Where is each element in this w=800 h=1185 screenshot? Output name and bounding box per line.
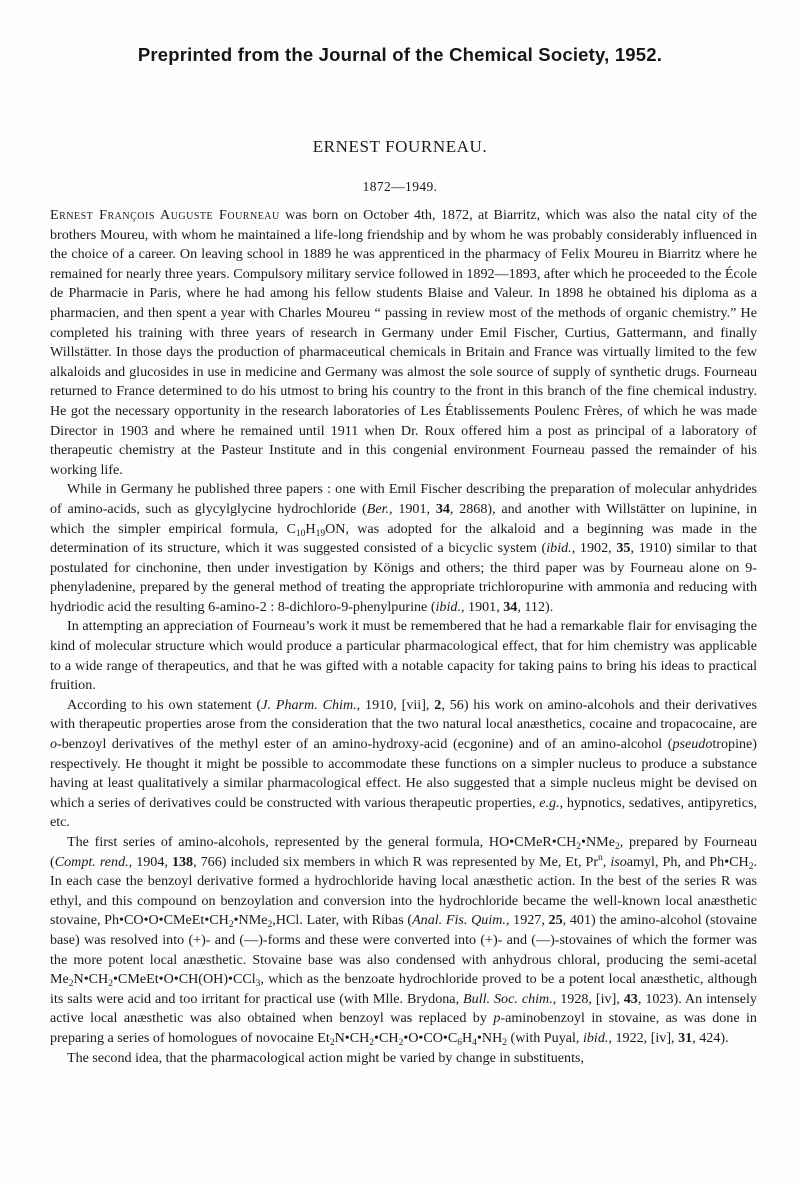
subscript: 2 [108, 979, 113, 990]
paragraph-4 [50, 696, 757, 833]
subscript: 2 [267, 920, 273, 931]
text-run: , [602, 853, 611, 870]
paragraph-1 [50, 206, 757, 480]
article-body [50, 206, 757, 1068]
text-run: , hypnotics, sedatives, antipyretics, etc. [50, 794, 757, 831]
text-run: , 2868), and another with Willstätter on lupinine, in which the simpler empirical formula, C [50, 500, 758, 537]
text-run: tropine) respectively. He thought it might be possible to accommodate these functions on a simpler nucleus to produce a substance having at least qualitatively a similar pharmacological effect. He also suggested that a simple nucleus might be devised on which a series of derivatives could be constructed with various therapeutic properties, [50, 736, 757, 811]
text-run: The second idea, that the pharmacological action might be varied by change in substituents, [67, 1049, 585, 1066]
text-run: , 112). [517, 598, 554, 615]
text-run: •NMe [581, 834, 615, 850]
subscript: 2 [68, 979, 74, 990]
volume-number: 138 [171, 853, 194, 870]
text-run: N•CH [334, 1029, 370, 1046]
journal-ref: Compt. rend. [54, 853, 129, 870]
journal-ref: Bull. Soc. chim. [463, 990, 553, 1007]
text-run: H [305, 520, 316, 537]
subscript: 2 [228, 920, 234, 931]
paragraph-2 [50, 480, 757, 617]
text-run: While in Germany he published three papers : one with Emil Fischer describing the preparation of molecular anhydrides of amino-acids, such as glycylglycine hydrochloride ( [50, 481, 757, 517]
text-run: •CH [374, 1029, 399, 1046]
volume-number: 2 [434, 696, 442, 713]
volume-number: 35 [616, 540, 631, 557]
volume-number: 34 [435, 500, 450, 517]
subscript: 2 [369, 1037, 375, 1048]
subject-full-name: Ernest François Auguste Fourneau [50, 207, 280, 223]
subscript: 2 [502, 1037, 508, 1048]
superscript: n [598, 852, 603, 863]
text-run: amyl, Ph, and Ph•CH [626, 853, 749, 870]
paragraph-6 [50, 1049, 757, 1069]
italic-abbrev: e.g. [539, 794, 560, 811]
text-run: , 1910, [vii], [356, 696, 435, 713]
subscript: 2 [329, 1037, 335, 1048]
text-run: ON, was adopted for the alkaloid and a beginning was made in the determination of its structure, which it was suggested consisted of a bicyclic system ( [50, 520, 757, 557]
text-run: -aminobenzoyl in stovaine, as was done in preparing a series of homologues of novocaine Et [50, 1010, 757, 1046]
journal-ref: ibid. [435, 598, 461, 615]
life-dates: 1872—1949. [362, 179, 438, 194]
text-run: •NH [476, 1029, 503, 1046]
journal-ref: ibid. [582, 1029, 609, 1046]
text-run: , 424). [692, 1029, 729, 1046]
italic-prefix: p [493, 1010, 501, 1027]
journal-ref: J. Pharm. Chim. [261, 696, 357, 713]
text-run: H [462, 1029, 473, 1046]
text-run: , 1901, [389, 500, 436, 517]
italic-prefix: o [50, 736, 58, 753]
volume-number: 34 [503, 598, 518, 615]
text-run: , 1023). An intensely active local anæsthetic was also obtained when benzoyl was replaced by [50, 990, 757, 1027]
text-run: , 1902, [571, 540, 617, 557]
subscript: 10 [295, 528, 306, 539]
volume-number: 43 [623, 990, 638, 1007]
subscript: 2 [398, 1037, 404, 1048]
subscript: 2 [576, 842, 582, 852]
text-run: , 401) the amino-alcohol (stovaine base) was resolved into (+)- and (—)-forms and these were converted into (+)- and (—)-stovaines of which the former was the more potent local anæsthetic. Stovaine base was also condensed with anhydrous chloral, producing the semi-acetal Me [50, 912, 757, 988]
text-run: , 1928, [iv], [552, 990, 624, 1007]
text-run: (with Puyal, [507, 1029, 583, 1046]
subscript: 2 [748, 861, 754, 872]
text-run: , which as the benzoate hydrochloride proved to be a potent local anæsthetic, although its salts were acid and too irritant for practical use (with Mlle. Brydona, [50, 971, 757, 1007]
subscript: 2 [614, 842, 620, 852]
text-run: ,HCl. Later, with Ribas ( [272, 912, 413, 929]
text-run: N•CH [73, 971, 109, 988]
obituary-title: ERNEST FOURNEAU. [312, 137, 488, 156]
text-run: , 56) his work on amino-alcohols and their derivatives with therapeutic properties arose from the consideration that the two natural local anæsthetics, cocaine and tropacocaine, are [50, 696, 757, 733]
text-run: In attempting an appreciation of Fourneau’s work it must be remembered that he had a remarkable flair for envisaging the kind of molecular structure which would produce a particular pharmacological effect, that for him chemistry was applicable to a wide range of therapeutics, and that he was gifted with a notable capacity for taking pains to bring his ideas to practical fruition. [50, 618, 757, 694]
journal-ref: Anal. Fis. Quim. [412, 912, 506, 929]
text-run: •O•CO•C [403, 1029, 458, 1046]
paragraph-3 [50, 617, 757, 695]
volume-number: 31 [678, 1029, 693, 1046]
preprint-header: Preprinted from the Journal of the Chemical Society, 1952. [137, 44, 663, 65]
subscript: 4 [472, 1037, 477, 1048]
journal-ref: Ber. [366, 500, 390, 517]
text-run: , 766) included six members in which R was represented by Me, Et, Pr [193, 853, 599, 870]
text-run: , 1922, [iv], [608, 1029, 679, 1046]
text-run: According to his own statement ( [67, 696, 262, 713]
text-run: -benzoyl derivatives of the methyl ester of an amino-hydroxy-acid (ecgonine) and of an amino-alcohol ( [57, 736, 673, 753]
paragraph-5 [50, 833, 757, 1049]
text-run: , 1904, [128, 853, 172, 870]
text-run: , 1910) similar to that postulated for cinchonine, then under investigation by Königs and others; the third paper was by Fourneau alone on 9-phenyladenine, prepared by the general method of treating the appropriate trichloropurine with ammonia and reducing with hydriodic acid the resulting 6-amino-2 : 8-dichloro-9-phenylpurine ( [50, 540, 758, 615]
subscript: 6 [457, 1037, 463, 1048]
subscript: 3 [255, 979, 261, 990]
text-run: , 1927, [505, 912, 549, 929]
italic-prefix: pseudo [672, 736, 713, 753]
text-run: , 1901, [460, 598, 504, 615]
text-run: •NMe [233, 912, 268, 929]
italic-prefix: iso [610, 853, 627, 870]
text-run: . In each case the benzoyl derivative formed a hydrochloride having local anæsthetic action. In the best of the series R was ethyl, and this compound on benzoylation and conversion into the hydrochloride became the well-known local anæsthetic stovaine, Ph•CO•O•CMeEt•CH [50, 853, 757, 929]
text-run: •CMeEt•O•CH(OH)•CCl [113, 971, 256, 988]
text-run: The first series of amino-alcohols, represented by the general formula, HO•CMeR•CH [67, 834, 577, 850]
subscript: 19 [315, 528, 326, 539]
volume-number: 25 [548, 912, 563, 929]
text-run: was born on October 4th, 1872, at Biarritz, which was also the natal city of the brothers Moureu, with whom he maintained a life-long friendship and by whom he was probably considerably influenced in the choice of a career. On leaving school in 1889 he was apprenticed in the pharmacy of Felix Moureu in Biarritz where he remained for nearly three years. Compulsory military service followed in 1892—1893, after which he proceeded to the École de Pharmacie in Paris, where he had among his fellow students Blaise and Valeur. In 1898 he obtained his diploma as a pharmacien, and then spent a year with Charles Moureu “ passing in review most of the methods of organic chemistry.” He completed his training with three years of research in Germany under Emil Fischer, Curtius, Gattermann, and finally Willstätter. In those days the production of pharmaceutical chemicals in Britain and France was virtually limited to the few alkaloids and glucosides in use in medicine and Germany was almost the sole source of supply of synthetic drugs. Fourneau returned to France determined to do his utmost to bring his country to the front in this branch of the fine chemical industry. He got the necessary opportunity in the research laboratories of Les Établissements Poulenc Frères, of which he was made Director in 1903 and where he remained until 1911 when Dr. Roux offered him a post as principal of a laboratory of therapeutic chemistry at the Pasteur Institute and in this congenial environment Fourneau passed the remainder of his working life. [50, 207, 757, 478]
text-run: , prepared by Fourneau ( [50, 834, 757, 870]
journal-ref: ibid. [546, 540, 572, 557]
